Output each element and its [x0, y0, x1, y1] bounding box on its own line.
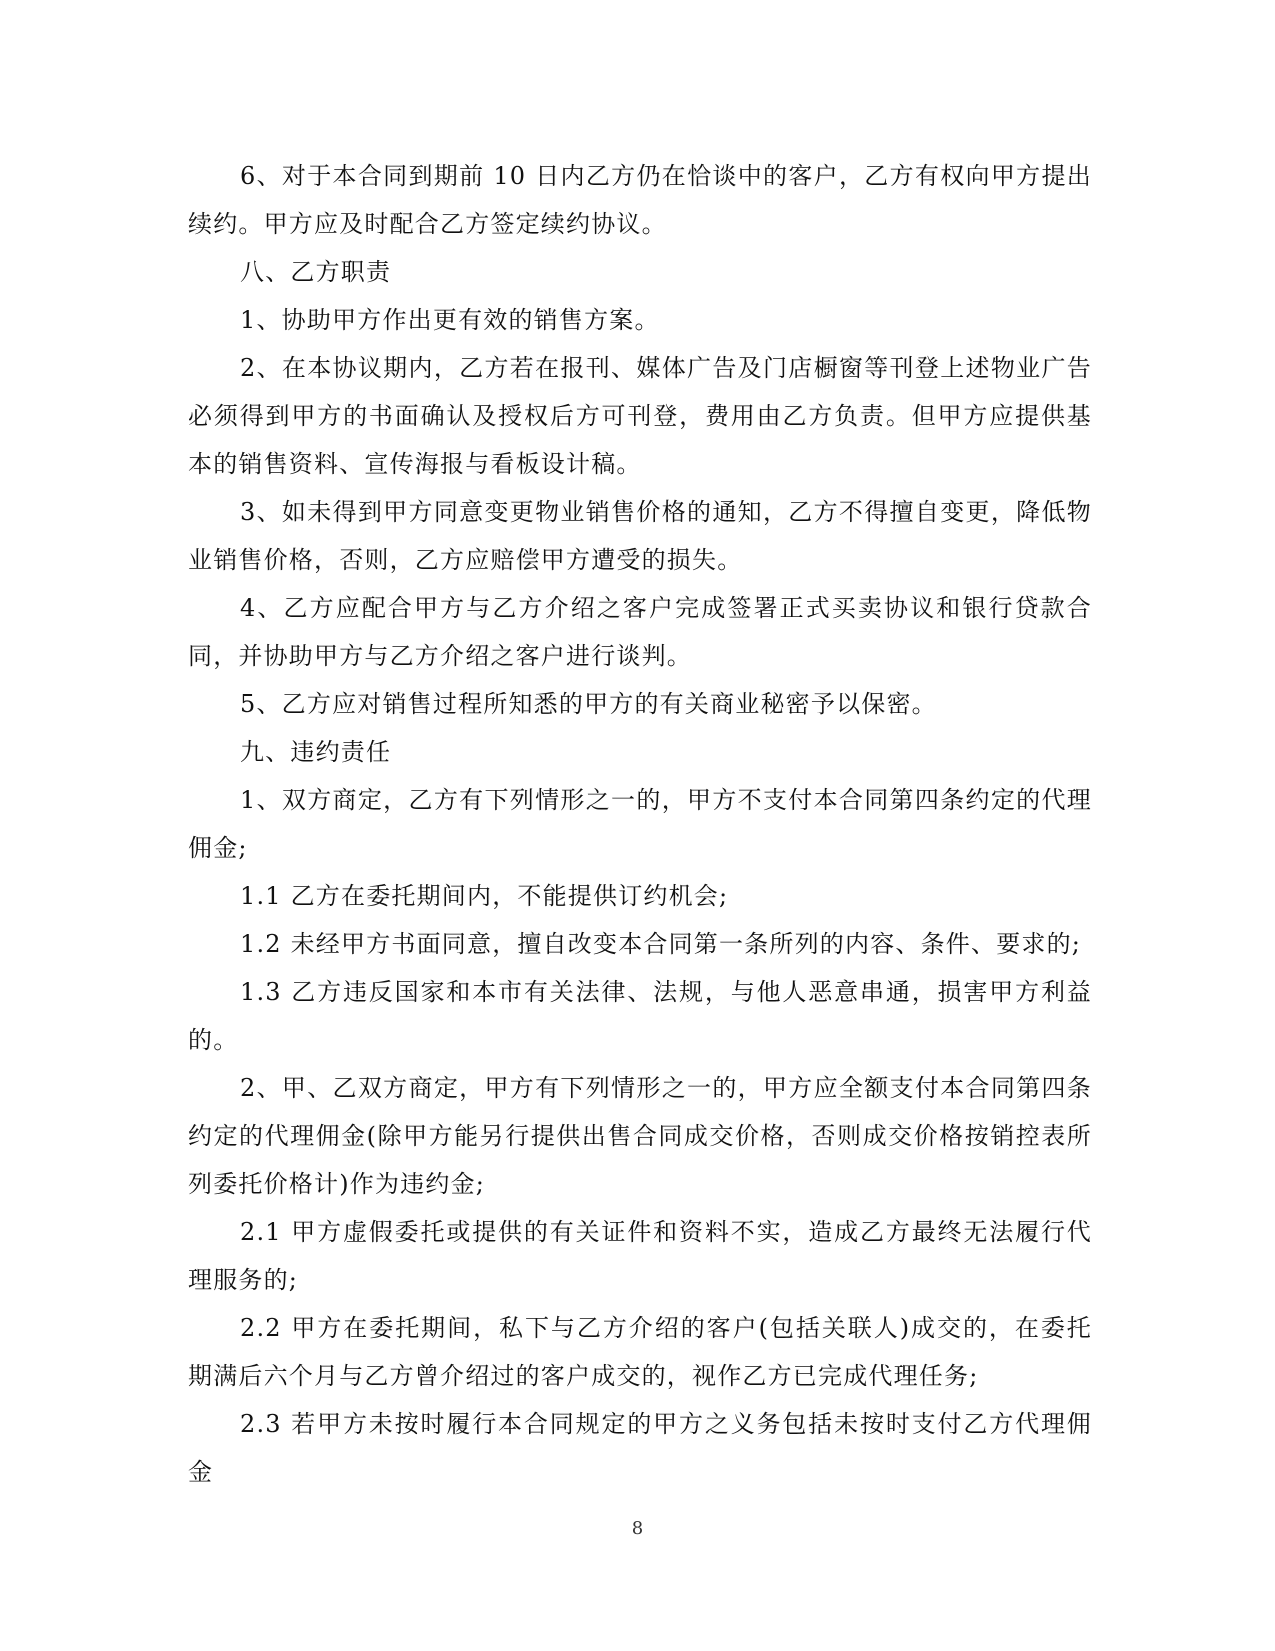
- section-heading-party-b-duties: 八、乙方职责: [240, 258, 392, 286]
- document-body: [188, 152, 1092, 1496]
- paragraph-duty-4: 4、乙方应配合甲方与乙方介绍之客户完成签署正式买卖协议和银行贷款合同，并协助甲方与乙方介绍之客户进行谈判。: [188, 594, 1092, 670]
- paragraph-breach-1: 1、双方商定，乙方有下列情形之一的，甲方不支付本合同第四条约定的代理佣金;: [188, 786, 1092, 862]
- paragraph-duty-2: 2、在本协议期内，乙方若在报刊、媒体广告及门店橱窗等刊登上述物业广告必须得到甲方的书面确认及授权后方可刊登，费用由乙方负责。但甲方应提供基本的销售资料、宣传海报与看板设计稿。: [188, 354, 1092, 478]
- paragraph-duty-1: 1、协助甲方作出更有效的销售方案。: [240, 306, 660, 334]
- section-heading-breach-liability: 九、违约责任: [240, 738, 392, 766]
- paragraph-duty-3: 3、如未得到甲方同意变更物业销售价格的通知，乙方不得擅自变更，降低物业销售价格，否则，乙方应赔偿甲方遭受的损失。: [188, 498, 1092, 574]
- page-number: 8: [631, 1518, 644, 1539]
- paragraph-breach-1-2: 1.2 未经甲方书面同意，擅自改变本合同第一条所列的内容、条件、要求的;: [240, 930, 1082, 958]
- paragraph-duty-5: 5、乙方应对销售过程所知悉的甲方的有关商业秘密予以保密。: [240, 690, 937, 718]
- paragraph-breach-2: 2、甲、乙双方商定，甲方有下列情形之一的，甲方应全额支付本合同第四条约定的代理佣金(除甲方能另行提供出售合同成交价格，否则成交价格按销控表所列委托价格计)作为违约金;: [188, 1074, 1092, 1198]
- paragraph-breach-2-2: 2.2 甲方在委托期间，私下与乙方介绍的客户(包括关联人)成交的，在委托期满后六个月与乙方曾介绍过的客户成交的，视作乙方已完成代理任务;: [188, 1314, 1092, 1390]
- paragraph-breach-1-3: 1.3 乙方违反国家和本市有关法律、法规，与他人恶意串通，损害甲方利益的。: [188, 978, 1092, 1054]
- paragraph-breach-1-1: 1.1 乙方在委托期间内，不能提供订约机会;: [240, 882, 729, 910]
- paragraph-breach-2-1: 2.1 甲方虚假委托或提供的有关证件和资料不实，造成乙方最终无法履行代理服务的;: [188, 1218, 1092, 1294]
- paragraph-renewal-clause: 6、对于本合同到期前 10 日内乙方仍在恰谈中的客户，乙方有权向甲方提出续约。甲方应及时配合乙方签定续约协议。: [188, 162, 1092, 238]
- paragraph-breach-2-3: 2.3 若甲方未按时履行本合同规定的甲方之义务包括未按时支付乙方代理佣金: [188, 1410, 1092, 1486]
